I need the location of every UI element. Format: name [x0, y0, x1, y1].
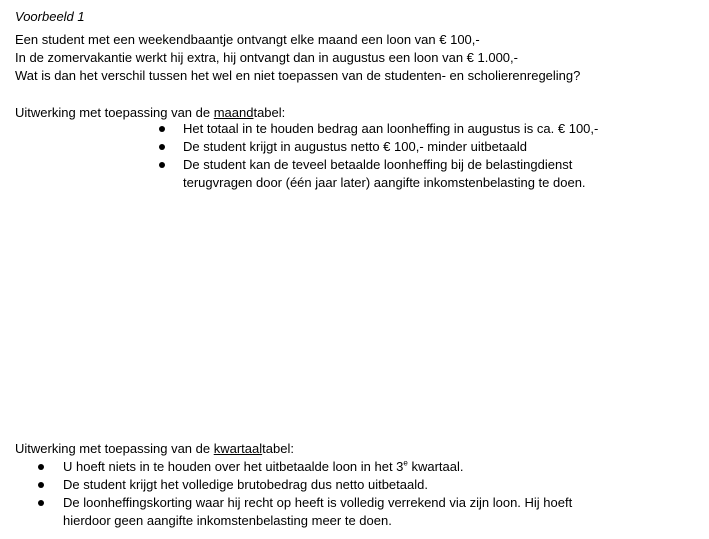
- bullet-icon: [38, 482, 44, 488]
- bullet-icon: [159, 144, 165, 150]
- list-item: [38, 494, 572, 530]
- maand-heading-underlined: maand: [213, 105, 254, 120]
- kwartaal-heading-prefix: Uitwerking met toepassing van de: [15, 441, 214, 456]
- maand-heading-prefix: Uitwerking met toepassing van de: [15, 105, 214, 120]
- maand-bullet-2: De student krijgt in augustus netto € 100,- minder uitbetaald: [183, 139, 527, 154]
- list-item: [158, 156, 598, 192]
- kwartaal-bullet-3-line-2: hierdoor geen aangifte inkomstenbelasting meer te doen.: [63, 513, 392, 528]
- kwartaal-bullet-3-line-1: De loonheffingskorting waar hij recht op heeft is volledig verrekend via zijn loon. Hij hoeft: [63, 495, 573, 510]
- maand-bullet-list: [158, 120, 598, 192]
- list-item: [158, 138, 598, 156]
- kwartaal-bullet-1-suffix: kwartaal.: [407, 459, 464, 474]
- bullet-icon: [38, 464, 44, 470]
- kwartaal-heading-suffix: tabel:: [262, 441, 294, 456]
- maand-heading-suffix: tabel:: [253, 105, 286, 120]
- list-item: [38, 458, 572, 476]
- kwartaal-heading: [15, 440, 294, 458]
- bullet-icon: [159, 162, 165, 168]
- kwartaal-bullet-list: [38, 458, 572, 530]
- intro-line-3: Wat is dan het verschil tussen het wel en niet toepassen van de studenten- en scholierenregeling?: [15, 68, 581, 83]
- maand-bullet-1: Het totaal in te houden bedrag aan loonheffing in augustus is ca. € 100,-: [183, 121, 599, 136]
- list-item: [38, 476, 572, 494]
- maand-bullet-3-line-2: terugvragen door (één jaar later) aangifte inkomstenbelasting te doen.: [183, 175, 586, 190]
- list-item: [158, 120, 598, 138]
- kwartaal-heading-underlined: kwartaal: [213, 441, 263, 456]
- maand-bullet-3-line-1: De student kan de teveel betaalde loonheffing bij de belastingdienst: [183, 157, 573, 172]
- intro-line-2: In de zomervakantie werkt hij extra, hij ontvangt dan in augustus een loon van € 1.000,-: [15, 50, 518, 65]
- example-title: Voorbeeld 1: [15, 9, 85, 24]
- kwartaal-bullet-1-prefix: U hoeft niets in te houden over het uitbetaalde loon in het 3: [63, 459, 404, 474]
- kwartaal-bullet-1-sup: e: [403, 458, 408, 468]
- bullet-icon: [159, 126, 165, 132]
- bullet-icon: [38, 500, 44, 506]
- intro-line-1: Een student met een weekendbaantje ontvangt elke maand een loon van € 100,-: [15, 32, 480, 47]
- kwartaal-bullet-1: [63, 459, 464, 474]
- kwartaal-bullet-2: De student krijgt het volledige brutobedrag dus netto uitbetaald.: [63, 477, 428, 492]
